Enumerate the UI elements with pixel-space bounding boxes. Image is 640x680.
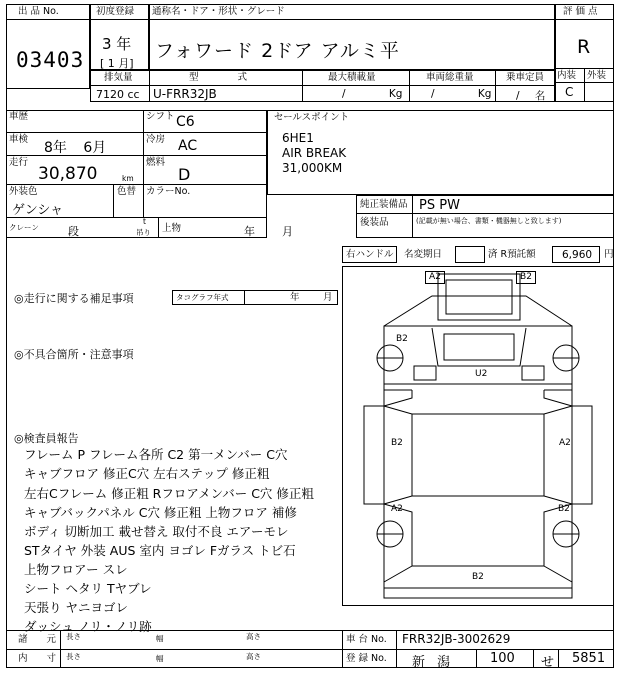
inspection-label: 車検: [9, 134, 29, 145]
width-label: 幅: [156, 654, 164, 663]
report-line: 左右Cフレーム 修正粗 Rフロアメンバー C穴 修正粗: [24, 486, 314, 501]
grade-value: R: [577, 36, 591, 58]
color-change-label: 色替: [117, 186, 137, 197]
after-equipment-note: (記載が無い場合、書類・機器無しと致します): [416, 217, 562, 225]
crane-lift: 吊り: [136, 228, 151, 237]
interior-value: C: [565, 85, 574, 99]
equipment-value: PS PW: [419, 198, 460, 213]
height-label: 高さ: [246, 632, 261, 641]
car-name: フォワード 2ドア アルミ平: [155, 40, 400, 62]
equipment-label: 純正装備品: [360, 199, 408, 210]
tachograph-year: 年: [290, 292, 300, 303]
registration-kana: せ: [541, 655, 555, 670]
damage-mark: A2: [559, 438, 571, 448]
sales-point-line: 6HE1: [282, 131, 314, 145]
exterior-label: 外装: [587, 70, 607, 81]
recycle-deposit-value: 6,960: [562, 249, 593, 261]
crane-label: クレーン: [9, 223, 39, 232]
inspector-report-label: ◎検査員報告: [14, 432, 79, 445]
crane-stage: 段: [68, 225, 79, 238]
report-line: フレーム P フレーム各所 C2 第一メンバー C穴: [24, 447, 288, 462]
report-line: シート ヘタリ Tヤブレ: [24, 581, 152, 596]
auction-sheet: [6, 4, 614, 668]
first-reg-month: [ 1 月]: [100, 57, 134, 70]
color-no-label: カラーNo.: [146, 186, 191, 197]
first-reg-label: 初度登録: [96, 6, 135, 17]
model-label: 型 式: [189, 72, 266, 83]
length-label: 長さ: [66, 632, 81, 641]
truck-diagram: [342, 266, 614, 606]
first-reg-year: 3 年: [102, 35, 132, 53]
grade-label: 評 価 点: [563, 6, 598, 17]
displacement-value: 7120 cc: [96, 88, 140, 101]
mileage-value: 30,870: [38, 164, 98, 184]
registration-number: 5851: [572, 651, 606, 666]
fuel-value: D: [178, 165, 191, 184]
mileage-unit: km: [122, 174, 134, 183]
history-label: 車歴: [9, 111, 29, 122]
tachograph-month: 月: [323, 292, 333, 303]
report-line: STタイヤ 外装 AUS 室内 ヨゴレ Fガラス トビ石: [24, 543, 296, 558]
inspection-value: 8年 6月: [44, 140, 107, 156]
damage-mark: B2: [396, 334, 408, 344]
inner-size-row-label: 内 寸: [18, 653, 65, 664]
crane-ton: t: [143, 217, 146, 226]
damage-mark: B2: [472, 572, 484, 582]
defect-notes-label: ◎不具合箇所・注意事項: [14, 348, 134, 361]
height-label: 高さ: [246, 652, 261, 661]
damage-mark: A2: [391, 504, 403, 514]
gross-weight-value: / Kg: [431, 88, 492, 100]
color-value: ゲンシャ: [12, 203, 64, 218]
fuel-label: 燃料: [146, 157, 166, 168]
tachograph-label: タコグラフ年式: [176, 293, 229, 302]
max-load-value: / Kg: [342, 88, 403, 100]
width-label: 幅: [156, 634, 164, 643]
name-change-date-box: [455, 246, 485, 263]
capacity-value: / 名: [516, 90, 546, 102]
report-line: ダッシュ ノリ・ノリ跡: [24, 619, 152, 634]
upper-body-label: 上物: [162, 223, 182, 234]
report-line: 天張り ヤニヨゴレ: [24, 600, 128, 615]
lot-number: 03403: [16, 48, 85, 72]
ac-value: AC: [178, 138, 198, 154]
cab-roof-outline: [438, 274, 520, 320]
damage-mark: B2: [391, 438, 403, 448]
capacity-label: 乗車定員: [506, 72, 545, 83]
recycle-deposit-label: 済 R預託額: [488, 249, 536, 260]
report-line: キャブバックパネル C穴 修正粗 上物フロア 補修: [24, 505, 297, 520]
registration-class: 100: [490, 651, 515, 666]
color-label: 外装色: [9, 186, 38, 197]
displacement-label: 排気量: [104, 72, 133, 83]
shift-value: C6: [176, 114, 195, 130]
chassis-number: FRR32JB-3002629: [402, 632, 511, 646]
after-equipment-label: 後装品: [360, 217, 389, 228]
registration-label: 登 録 No.: [346, 653, 387, 664]
sales-point-label: セールスポイント: [274, 112, 350, 123]
gross-weight-label: 車両総重量: [426, 72, 474, 83]
handle-label: 右ハンドル: [346, 249, 394, 260]
model-value: U-FRR32JB: [153, 87, 217, 101]
name-change-label: 名変期日: [404, 249, 443, 260]
mileage-label: 走行: [9, 157, 29, 168]
driving-notes-label: ◎走行に関する補足事項: [14, 292, 134, 305]
ac-label: 冷房: [146, 134, 166, 145]
recycle-deposit-unit: 円: [604, 249, 614, 260]
report-line: 上物フロアー スレ: [24, 562, 128, 577]
report-line: キャブフロア 修正C穴 左右ステップ 修正粗: [24, 466, 270, 481]
length-label: 長さ: [66, 652, 81, 661]
damage-mark: A2: [425, 271, 445, 284]
interior-label: 内装: [557, 70, 577, 81]
sales-point-line: 31,000KM: [282, 161, 343, 175]
spec-row-label: 諸 元: [18, 634, 65, 645]
upper-month: 月: [282, 225, 293, 238]
sales-point-line: AIR BREAK: [282, 146, 347, 160]
report-line: ボディ 切断加工 載せ替え 取付不良 エアーモレ: [24, 524, 289, 539]
chassis-label: 車 台 No.: [346, 634, 387, 645]
registration-area: 新 潟: [412, 655, 455, 670]
max-load-label: 最大積載量: [328, 72, 376, 83]
lot-number-label: 出 品 No.: [18, 6, 59, 17]
damage-mark: B2: [558, 504, 570, 514]
shift-label: シフト: [146, 111, 175, 122]
damage-mark: U2: [475, 369, 488, 379]
upper-year: 年: [244, 225, 255, 238]
damage-mark: B2: [516, 271, 536, 284]
car-name-label: 通称名・ドア・形状・グレード: [152, 6, 285, 17]
